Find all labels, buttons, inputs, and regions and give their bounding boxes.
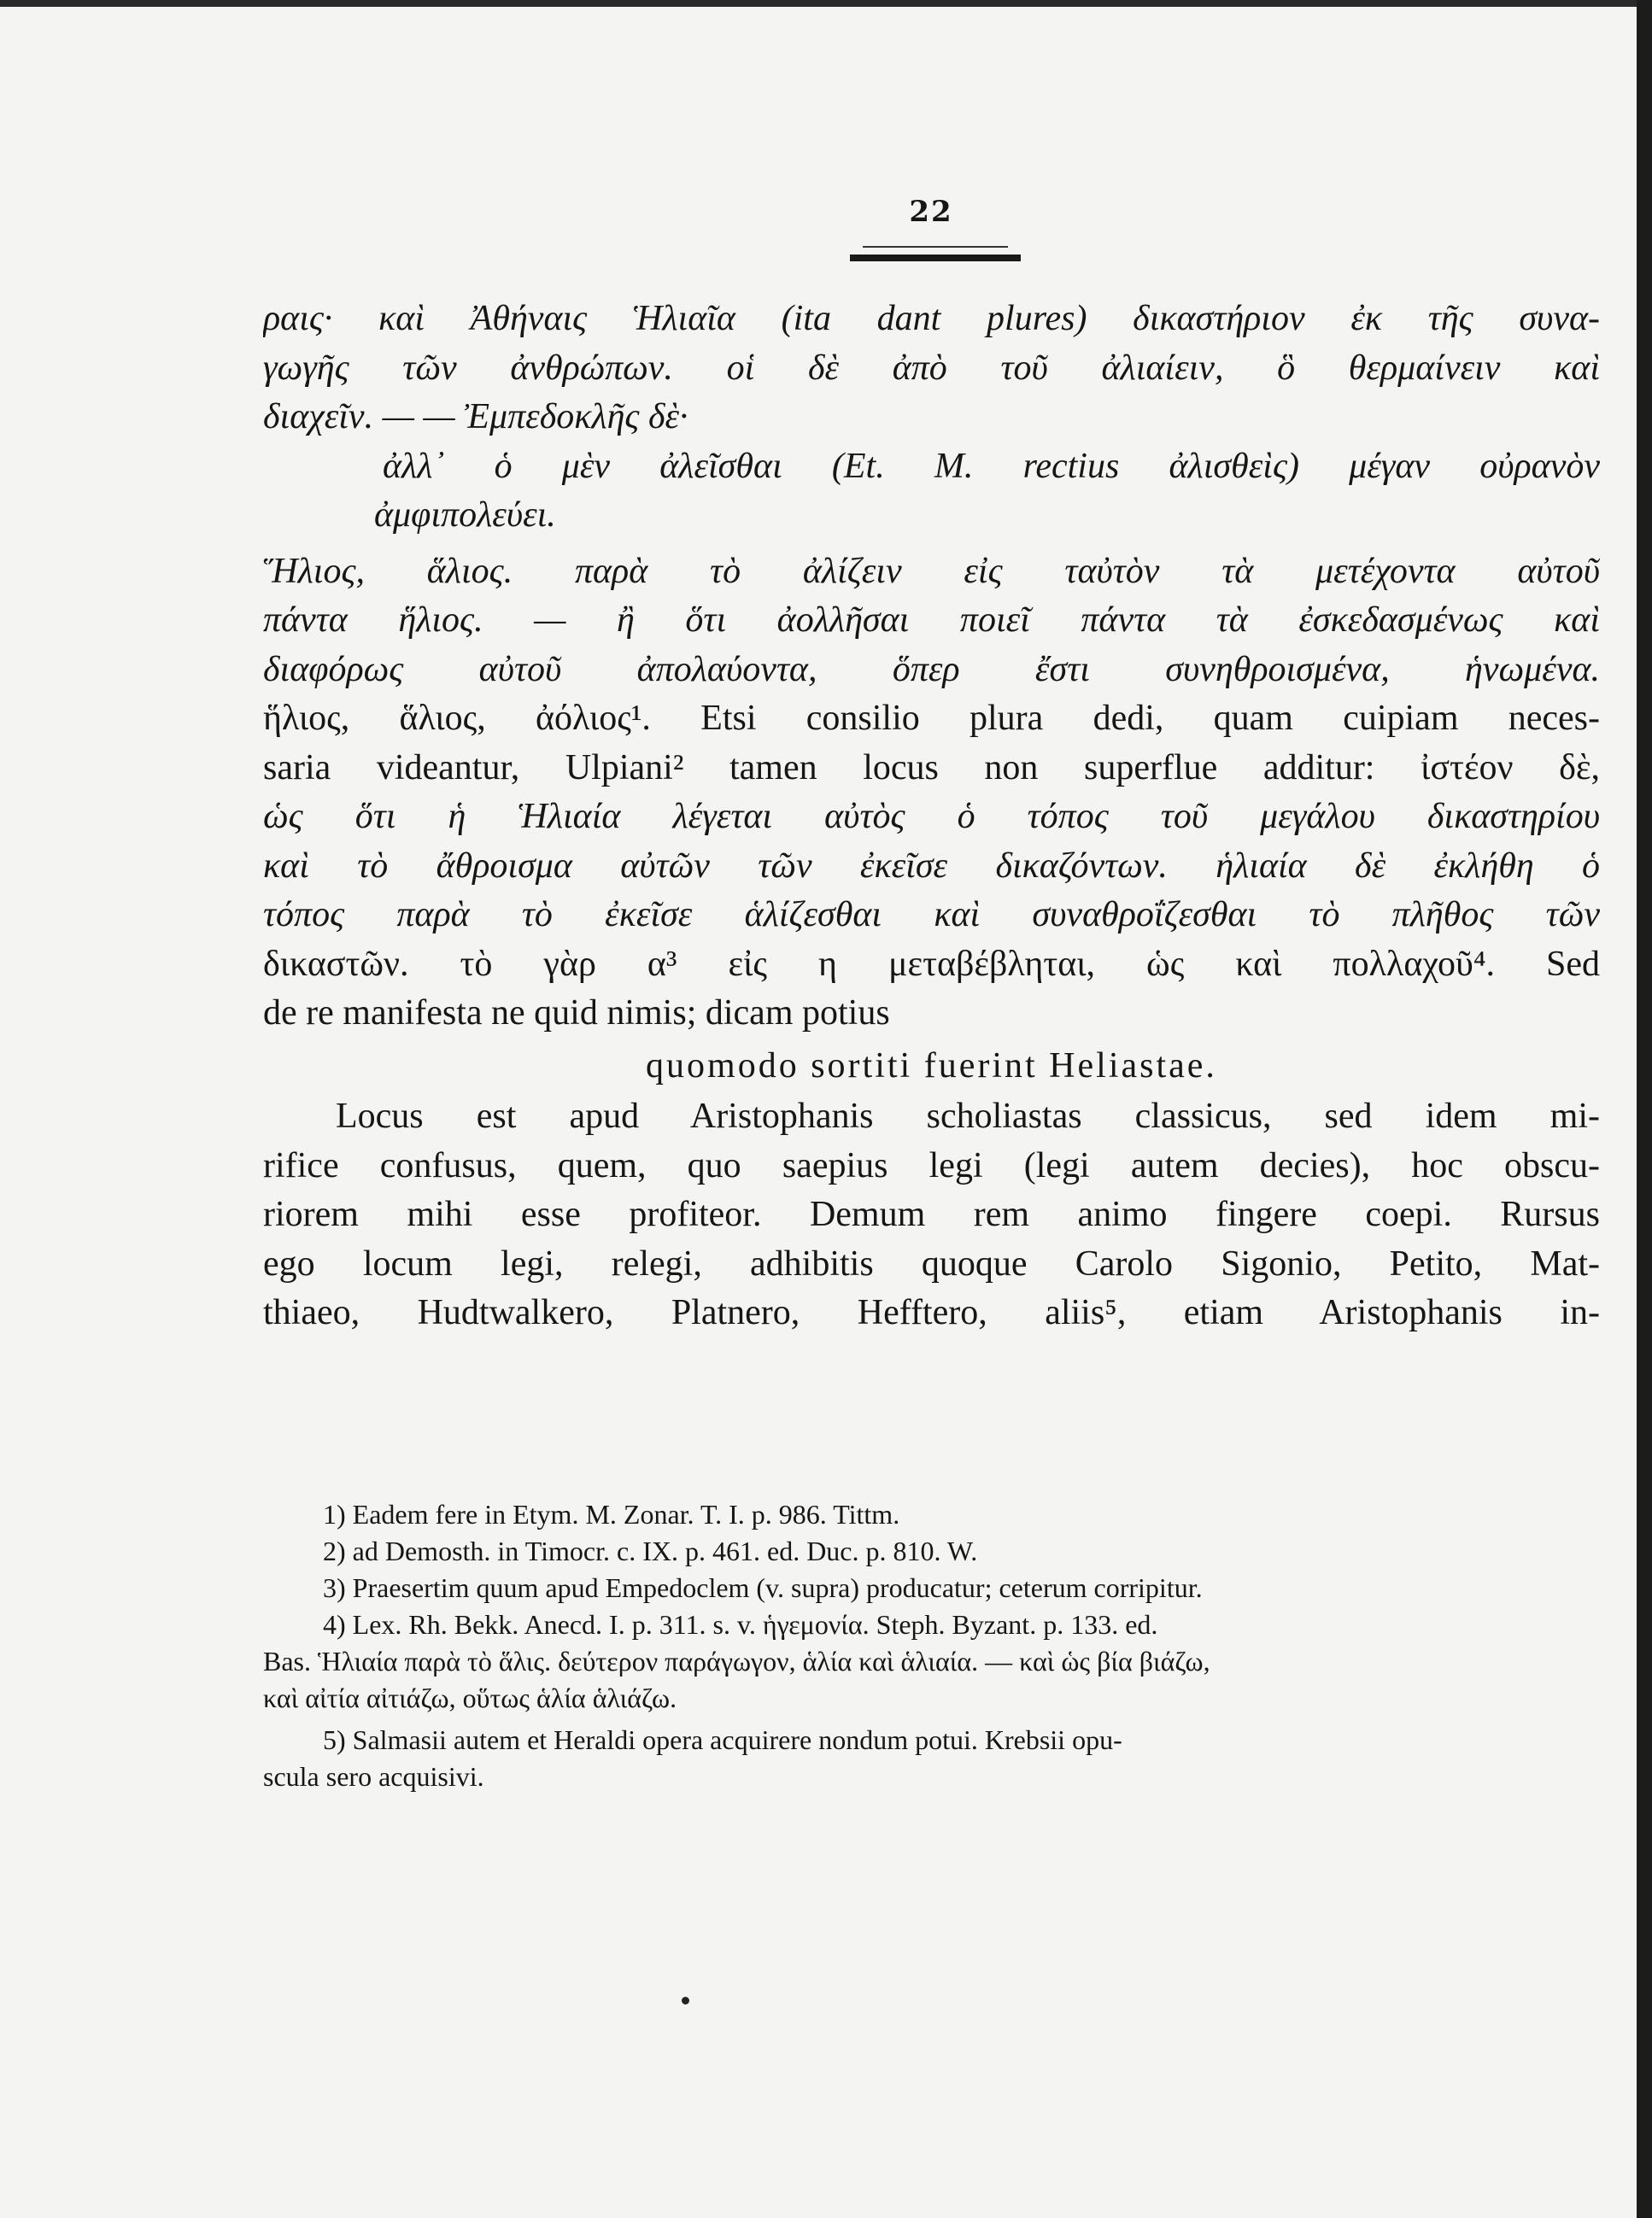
paragraph-line: ego locum legi, relegi, adhibitis quoque Carolo Sigonio, Petito, Mat- [263, 1244, 1600, 1284]
section-heading: quomodo sortiti fuerint Heliastae. [646, 1045, 1217, 1086]
paragraph-line: thiaeo, Hudtwalkero, Platnero, Hefftero, aliis⁵, etiam Aristophanis in- [263, 1293, 1600, 1332]
text-line: διαφόρως αὐτοῦ ἀπολαύοντα, ὅπερ ἔστι συνηθροισμένα, ἡνωμένα. [263, 649, 1600, 689]
footnote: 5) Salmasii autem et Heraldi opera acquirere nondum potui. Krebsii opu- [323, 1724, 1122, 1755]
header-rule [850, 255, 1021, 261]
text-line: ἥλιος, ἅλιος, ἀόλιος¹. Etsi consilio plura dedi, quam cuipiam neces- [263, 699, 1600, 738]
text-line: διαχεῖν. — — Ἐμπεδοκλῆς δὲ· [263, 397, 688, 436]
text-line: πάντα ἥλιος. — ἢ ὅτι ἀολλῆσαι ποιεῖ πάντα τὰ ἐσκεδασμένως καὶ [263, 600, 1600, 640]
paragraph-line: Locus est apud Aristophanis scholiastas classicus, sed idem mi- [336, 1097, 1600, 1136]
text-line: Ἥλιος, ἅλιος. παρὰ τὸ ἀλίζειν εἰς ταὐτὸν τὰ μετέχοντα αὐτοῦ [263, 551, 1600, 591]
text-line: ραις· καὶ Ἀθήναις Ἡλιαῖα (ita dant plures) δικαστήριον ἐκ τῆς συνα- [263, 299, 1600, 338]
footnote: 2) ad Demosth. in Timocr. c. IX. p. 461. ed. Duc. p. 810. W. [323, 1536, 978, 1566]
page-top-edge [0, 0, 1652, 7]
main-text [263, 295, 1600, 1338]
text-line: τόπος παρὰ τὸ ἐκεῖσε ἁλίζεσθαι καὶ συναθροΐζεσθαι τὸ πλῆθος τῶν [263, 895, 1600, 934]
text-line: δικαστῶν. τὸ γὰρ α³ εἰς η μεταβέβληται, ὡς καὶ πολλαχοῦ⁴. Sed [263, 944, 1600, 984]
text-line: ὡς ὅτι ἡ Ἡλιαία λέγεται αὐτὸς ὁ τόπος τοῦ μεγάλου δικαστηρίου [263, 797, 1600, 836]
text-line: de re manifesta ne quid nimis; dicam potius [263, 993, 890, 1033]
footnote: 1) Eadem fere in Etym. M. Zonar. T. I. p. 986. Tittm. [323, 1499, 900, 1530]
header-rule-thin [863, 246, 1008, 248]
footnote-continuation: Bas. Ἡλιαία παρὰ τὸ ἅλις. δεύτερον παράγωγον, ἁλία καὶ ἁλιαία. — καὶ ὡς βία βιάζω, [263, 1646, 1210, 1677]
footnote: 4) Lex. Rh. Bekk. Anecd. I. p. 311. s. v. ἡγεμονία. Steph. Byzant. p. 133. ed. [323, 1609, 1158, 1640]
footnotes [263, 1496, 1596, 1795]
paragraph-line: rifice confusus, quem, quo saepius legi (legi autem decies), hoc obscu- [263, 1145, 1600, 1185]
quote-line: ἀμφιπολεύει. [374, 495, 556, 535]
page-right-edge [1637, 0, 1652, 2218]
page-number: 22 [909, 195, 953, 229]
footnote-continuation: καὶ αἰτία αἰτιάζω, οὕτως ἁλία ἁλιάζω. [263, 1683, 677, 1713]
text-line: γωγῆς τῶν ἀνθρώπων. οἱ δὲ ἀπὸ τοῦ ἀλιαίειν, ὃ θερμαίνειν καὶ [263, 348, 1600, 388]
text-line: saria videantur, Ulpiani² tamen locus non superflue additur: ἰστέον δὲ, [263, 747, 1600, 787]
quote-line: ἀλλ᾽ ὁ μὲν ἀλεῖσθαι (Et. M. rectius ἀλισθεὶς) μέγαν οὐρανὸν [383, 446, 1600, 486]
text-line: καὶ τὸ ἄθροισμα αὐτῶν τῶν ἐκεῖσε δικαζόντων. ἡλιαία δὲ ἐκλήθη ὁ [263, 846, 1600, 886]
footnote-continuation: scula sero acquisivi. [263, 1761, 484, 1792]
page-speck [682, 1997, 689, 2004]
paragraph-line: riorem mihi esse profiteor. Demum rem animo fingere coepi. Rursus [263, 1195, 1600, 1234]
footnote: 3) Praesertim quum apud Empedoclem (v. supra) producatur; ceterum corripitur. [323, 1572, 1203, 1603]
